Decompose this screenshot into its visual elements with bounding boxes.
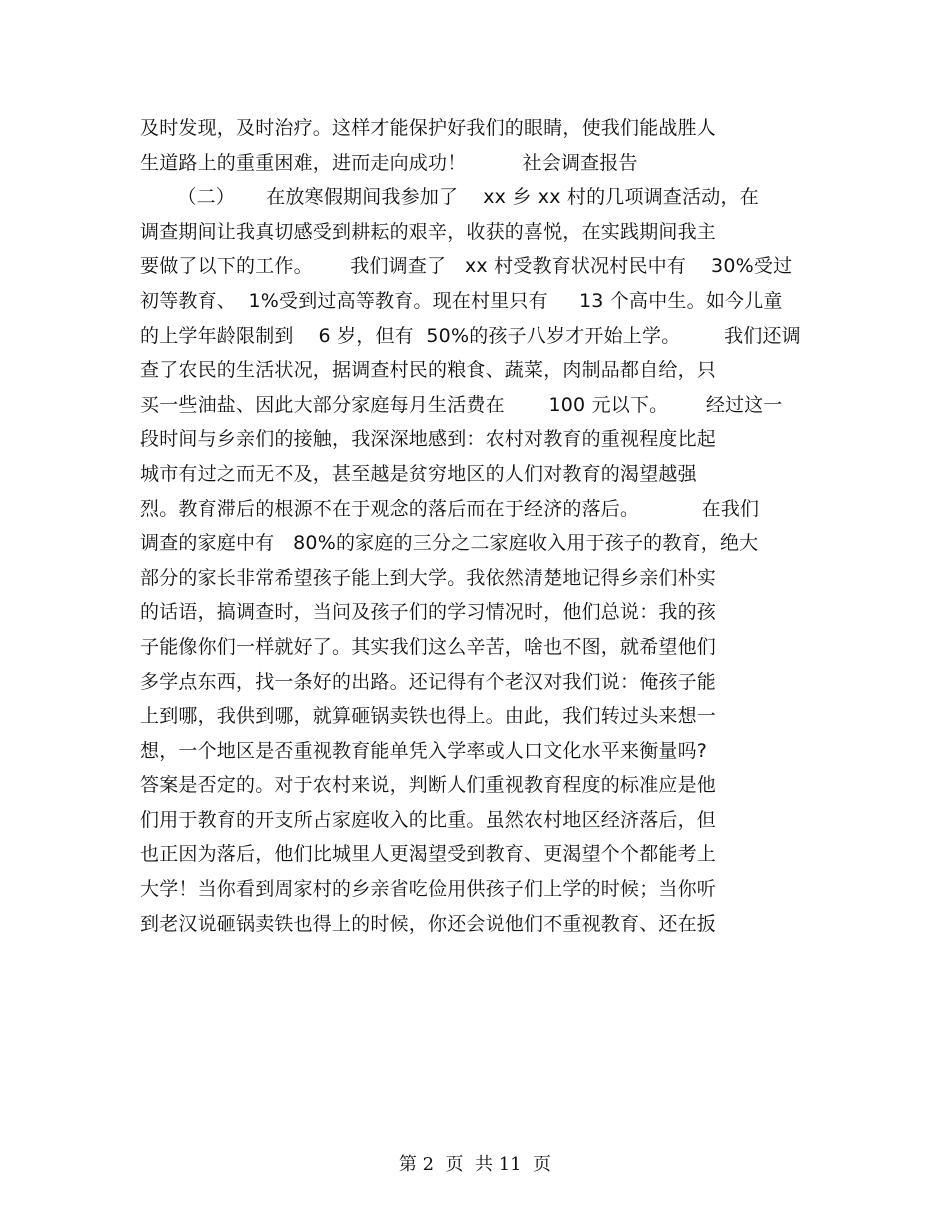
text-line: 烈。教育滞后的根源不在于观念的落后而在于经济的落后。 在我们 [140, 497, 760, 520]
text-line: 子能像你们一样就好了。其实我们这么辛苦，啥也不图，就希望他们 [140, 635, 717, 658]
text-line: 要做了以下的工作。 我们调查了 xx 村受教育状况村民中有 30%受过 [140, 255, 793, 278]
text-line: 大学！当你看到周家村的乡亲省吃俭用供孩子们上学的时候；当你听 [140, 878, 717, 901]
text-line: 想，一个地区是否重视教育能单凭入学率或人口文化水平来衡量吗? [140, 739, 708, 762]
text-line: 及时发现，及时治疗。这样才能保护好我们的眼睛，使我们能战胜人 [140, 117, 717, 139]
text-line: 初等教育、 1%受到过高等教育。现在村里只有 13 个高中生。如今儿童 [140, 289, 783, 312]
body-text [140, 111, 820, 941]
text-line: 也正因为落后，他们比城里人更渴望受到教育、更渴望个个都能考上 [140, 843, 717, 866]
text-line: 查了农民的生活状况，据调查村民的粮食、蔬菜，肉制品都自给，只 [140, 359, 717, 382]
text-line: 生道路上的重重困难，进而走向成功！ 社会调查报告 [140, 151, 638, 174]
text-line: 到老汉说砸锅卖铁也得上的时候，你还会说他们不重视教育、还在扳 [140, 912, 717, 935]
text-line: 答案是否定的。对于农村来说，判断人们重视教育程度的标准应是他 [140, 774, 717, 797]
text-line: 段时间与乡亲们的接触，我深深地感到：农村对教育的重视程度比起 [140, 428, 717, 451]
text-line: （二） 在放寒假期间我参加了 xx 乡 xx 村的几项调查活动，在 [140, 186, 759, 209]
text-line: 买一些油盐、因此大部分家庭每月生活费在 100 元以下。 经过这一 [140, 393, 783, 416]
text-line: 城市有过之而无不及，甚至越是贫穷地区的人们对教育的渴望越强 [140, 462, 697, 485]
page-number-footer: 第 2 页 共 11 页 [398, 1154, 552, 1175]
text-line: 们用于教育的开支所占家庭收入的比重。虽然农村地区经济落后，但 [140, 808, 717, 831]
text-line: 调查期间让我真切感受到耕耘的艰辛，收获的喜悦，在实践期间我主 [140, 220, 717, 243]
text-line: 多学点东西，找一条好的出路。还记得有个老汉对我们说：俺孩子能 [140, 670, 717, 693]
text-line: 上到哪，我供到哪，就算砸锅卖铁也得上。由此，我们转过头来想一 [140, 705, 717, 728]
text-line: 调查的家庭中有 80%的家庭的三分之二家庭收入用于孩子的教育，绝大 [140, 532, 759, 555]
text-line: 的上学年龄限制到 6 岁，但有 50%的孩子八岁才开始上学。 我们还调 [140, 324, 801, 347]
text-line: 的话语，搞调查时，当问及孩子们的学习情况时，他们总说：我的孩 [140, 601, 717, 624]
text-line: 部分的家长非常希望孩子能上到大学。我依然清楚地记得乡亲们朴实 [140, 566, 717, 589]
